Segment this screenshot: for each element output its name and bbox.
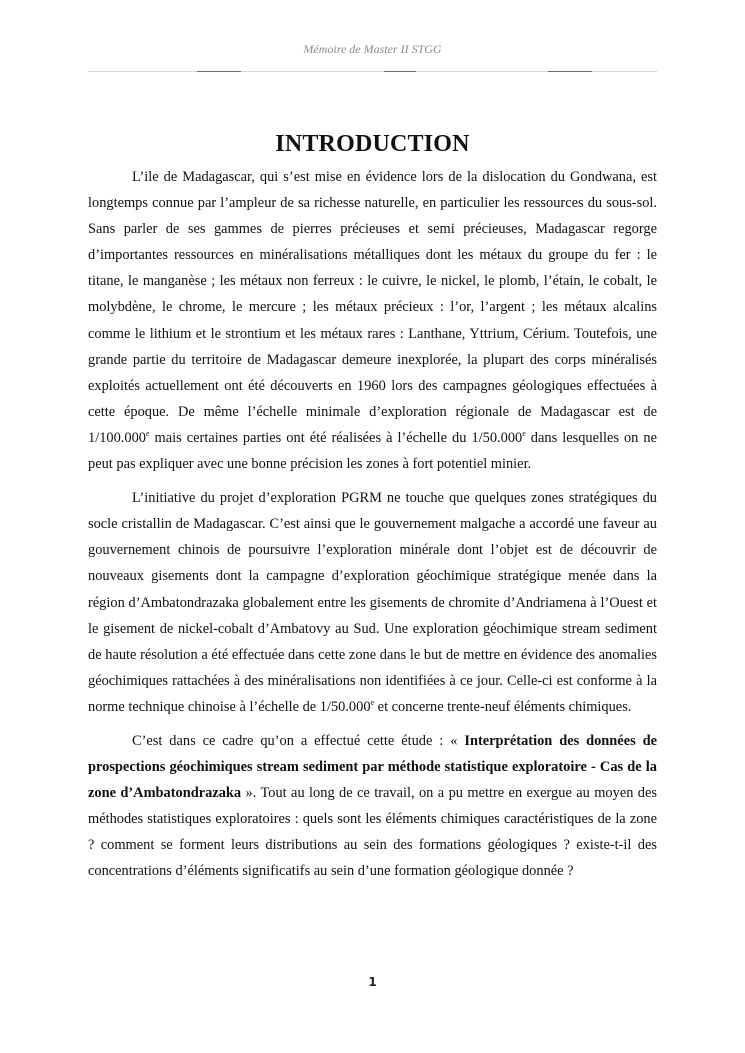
superscript-e: e [522,429,526,439]
study-title-bold: Interprétation des données de prospections géochimiques stream sediment par méthode statistique exploratoire - Cas de la zone d’Ambatondrazaka [88,732,657,802]
paragraph-1-text-cont: mais certaines parties ont été réalisées à l’échelle du 1/50.000 [149,429,523,446]
page-number: 1 [368,975,377,989]
paragraph-3-intro: C’est dans ce cadre qu’on a effectué cette étude : « [132,732,465,749]
paragraph-3 [88,728,657,885]
paragraph-1-text-end: dans lesquelles on ne peut pas expliquer avec une bonne précision les zones à fort potentiel minier. [88,429,657,473]
paragraph-1 [88,164,657,477]
paragraph-2 [88,485,657,720]
paragraph-2-text-end: et concerne trente-neuf éléments chimiques. [374,698,632,715]
superscript-e: e [370,698,375,708]
header-rule [88,71,657,72]
section-title: INTRODUCTION [275,131,470,157]
header-rule-segment [197,71,241,72]
header-rule-segment [548,71,592,72]
running-header: Mémoire de Master II STGG [303,42,442,56]
header-rule-segment [384,71,416,72]
paragraph-1-text: L’ile de Madagascar, qui s’est mise en évidence lors de la dislocation du Gondwana, est longtemps connue par l’ampleur de sa richesse naturelle, en particulier les ressources du sous-sol. Sans parler de ses gammes de pierres précieuses et semi précieuses, Madagascar regorge d’importantes ressources en minéralisations métalliques dont les métaux du groupe du fer : le titane, le manganèse ; les métaux non ferreux : le cuivre, le nickel, le plomb, l’étain, le cobalt, le molybdène, le chrome, le mercure ; les métaux précieux : l’or, l’argent ; les métaux alcalins comme le lithium et le strontium et les métaux rares : Lanthane, Yttrium, Cérium. Toutefois, une grande partie du territoire de Madagascar demeure inexplorée, la plupart des corps minéralisés exploités actuellement ont été découverts en 1960 lors des campagnes géologiques effectuées à cette époque. De même l’échelle minimale d’exploration régionale de Madagascar est de 1/100.000 [88,169,657,446]
superscript-e: e [145,429,150,439]
paragraph-3-text: ». Tout au long de ce travail, on a pu mettre en exergue au moyen des méthodes statistiques exploratoires : quels sont les éléments chimiques caractéristiques de la zone ? comment se forment leurs distributions au sein des formations géologiques ? existe-t-il des concentrations d’éléments significatifs au sein d’une formation géologique donnée ? [88,785,657,880]
paragraph-2-text: L’initiative du projet d’exploration PGRM ne touche que quelques zones stratégiques du socle cristallin de Madagascar. C’est ainsi que le gouvernement malgache a accordé une faveur au gouvernement chinois de poursuivre l’exploration minérale dont l’objet est de découvrir de nouveaux gisements dont la campagne d’exploration géochimique stratégique menée dans la région d’Ambatondrazaka globalement entre les gisements de chromite d’Andriamena à l’Ouest et le gisement de nickel-cobalt d’Ambatovy au Sud. Une exploration géochimique stream sediment de haute résolution a été effectuée dans cette zone dans le but de mettre en évidence des anomalies géochimiques rattachées à des minéralisations non identifiées à ce jour. Celle-ci est conforme à la norme technique chinoise à l’échelle de 1/50.000 [88,490,657,715]
page-body [88,128,657,893]
